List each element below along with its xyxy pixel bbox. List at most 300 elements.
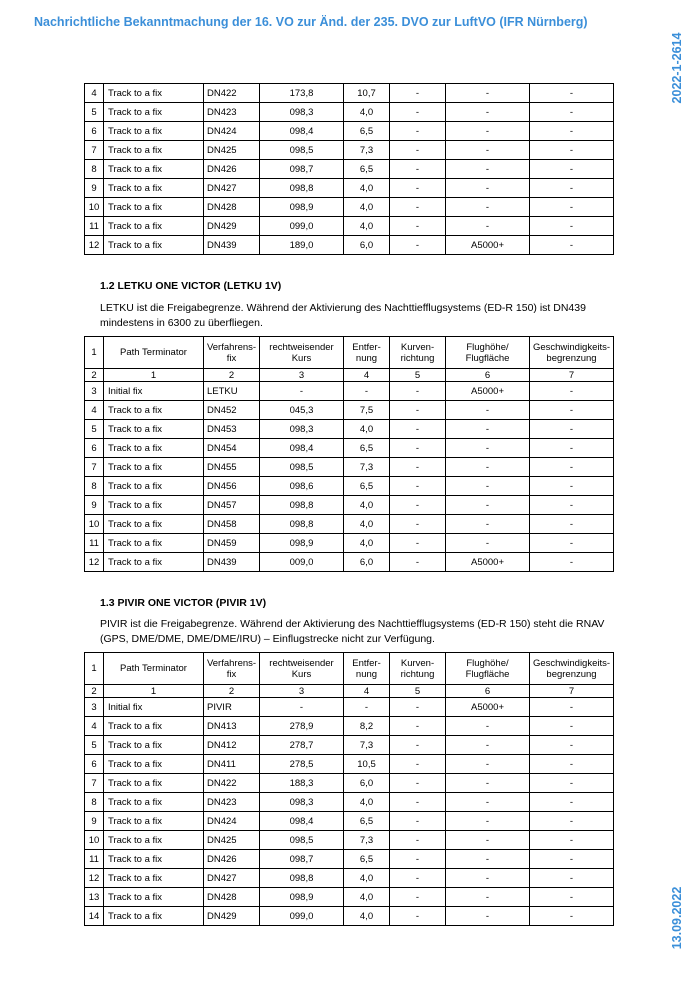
table-row xyxy=(85,907,614,926)
table-cell: - xyxy=(530,477,614,496)
table-cell: 098,8 xyxy=(260,869,344,888)
table-cell: DN428 xyxy=(204,888,260,907)
table-row xyxy=(85,458,614,477)
table-cell: 098,8 xyxy=(260,515,344,534)
col-header-turn: Kurven- richtung xyxy=(390,653,446,685)
table-cell: Track to a fix xyxy=(104,103,204,122)
table-cell: 098,7 xyxy=(260,850,344,869)
table-cell: - xyxy=(530,553,614,572)
table-cell: - xyxy=(530,179,614,198)
table-cell: 7 xyxy=(85,141,104,160)
col-header-speed: Geschwindigkeits- begrenzung xyxy=(530,337,614,369)
table-cell: 7,3 xyxy=(344,831,390,850)
table-cell: Track to a fix xyxy=(104,869,204,888)
table-cell: Track to a fix xyxy=(104,160,204,179)
table-row xyxy=(85,179,614,198)
table-row xyxy=(85,122,614,141)
table-row xyxy=(85,850,614,869)
document-header: Nachrichtliche Bekanntmachung der 16. VO zur Änd. der 235. DVO zur LuftVO (IFR Nürnberg) xyxy=(34,15,588,29)
table-cell: 098,3 xyxy=(260,420,344,439)
table-cell: 11 xyxy=(85,850,104,869)
table-cell: - xyxy=(446,496,530,515)
table-cell: 7,3 xyxy=(344,736,390,755)
table-row xyxy=(85,160,614,179)
table-cell: - xyxy=(530,496,614,515)
table-cell: DN424 xyxy=(204,122,260,141)
table-cell: DN458 xyxy=(204,515,260,534)
table-cell: 12 xyxy=(85,869,104,888)
table-cell: 098,4 xyxy=(260,439,344,458)
table-row xyxy=(85,698,614,717)
table-cell: - xyxy=(446,179,530,198)
table-cell: DN412 xyxy=(204,736,260,755)
table-cell: DN422 xyxy=(204,774,260,793)
table-cell: 13 xyxy=(85,888,104,907)
table-cell: Track to a fix xyxy=(104,736,204,755)
col-header-turn: Kurven- richtung xyxy=(390,337,446,369)
col-header-distance: Entfer- nung xyxy=(344,653,390,685)
table-cell: Track to a fix xyxy=(104,401,204,420)
table-cell: - xyxy=(390,141,446,160)
table-cell: Track to a fix xyxy=(104,888,204,907)
col-header-altitude: Flughöhe/ Flugfläche xyxy=(446,337,530,369)
table-cell: Track to a fix xyxy=(104,774,204,793)
table-cell: 4,0 xyxy=(344,198,390,217)
col-number: 3 xyxy=(260,369,344,382)
table-cell: 098,8 xyxy=(260,496,344,515)
procedure-table-letku xyxy=(84,336,614,572)
table-cell: 7,3 xyxy=(344,458,390,477)
table-cell: - xyxy=(390,420,446,439)
table-cell: - xyxy=(446,401,530,420)
table-cell: - xyxy=(260,382,344,401)
table-cell: 6,0 xyxy=(344,774,390,793)
table-cell: - xyxy=(446,458,530,477)
table-cell: 10 xyxy=(85,831,104,850)
table-cell: 009,0 xyxy=(260,553,344,572)
table-cell: DN425 xyxy=(204,141,260,160)
table-row xyxy=(85,401,614,420)
table-cell: 10 xyxy=(85,515,104,534)
table-cell: 4,0 xyxy=(344,793,390,812)
table-cell: 7,5 xyxy=(344,401,390,420)
table-cell: - xyxy=(530,160,614,179)
table-cell: 098,3 xyxy=(260,793,344,812)
table-cell: - xyxy=(530,439,614,458)
table-cell: DN457 xyxy=(204,496,260,515)
table-cell: 4 xyxy=(85,401,104,420)
table-cell: Track to a fix xyxy=(104,534,204,553)
table-cell: - xyxy=(530,888,614,907)
table-cell: LETKU xyxy=(204,382,260,401)
table-cell: A5000+ xyxy=(446,236,530,255)
table-cell: Track to a fix xyxy=(104,420,204,439)
col-header-path-terminator: Path Terminator xyxy=(104,653,204,685)
table-cell: - xyxy=(390,382,446,401)
table-cell: - xyxy=(446,774,530,793)
table-cell: - xyxy=(344,698,390,717)
table-cell: 4,0 xyxy=(344,179,390,198)
table-cell: DN423 xyxy=(204,103,260,122)
table-cell: Initial fix xyxy=(104,698,204,717)
table-cell: - xyxy=(530,236,614,255)
table-row xyxy=(85,736,614,755)
table-cell: 099,0 xyxy=(260,217,344,236)
table-cell: 3 xyxy=(85,698,104,717)
table-cell: 4,0 xyxy=(344,534,390,553)
table-cell: 6,5 xyxy=(344,477,390,496)
col-header-fix: Verfahrens- fix xyxy=(204,337,260,369)
table-cell: - xyxy=(390,179,446,198)
doc-id: 2022-1-2614 xyxy=(670,32,684,103)
table-cell: 098,6 xyxy=(260,477,344,496)
table-cell: Track to a fix xyxy=(104,458,204,477)
table-cell: - xyxy=(446,736,530,755)
table-cell: - xyxy=(446,831,530,850)
table-cell: - xyxy=(530,831,614,850)
table-row xyxy=(85,553,614,572)
table-cell: 278,9 xyxy=(260,717,344,736)
table-cell: DN459 xyxy=(204,534,260,553)
table-row xyxy=(85,198,614,217)
col-number: 4 xyxy=(344,685,390,698)
table-cell: 11 xyxy=(85,534,104,553)
table-cell: - xyxy=(446,477,530,496)
table-cell: - xyxy=(390,736,446,755)
table-cell: - xyxy=(446,755,530,774)
table-cell: 8 xyxy=(85,160,104,179)
table-cell: 098,3 xyxy=(260,103,344,122)
table-cell: DN455 xyxy=(204,458,260,477)
table-cell: - xyxy=(530,122,614,141)
col-number: 1 xyxy=(104,369,204,382)
table-cell: 6,5 xyxy=(344,160,390,179)
table-cell: 5 xyxy=(85,103,104,122)
column-number-row xyxy=(85,685,614,698)
table-row xyxy=(85,141,614,160)
table-cell: DN422 xyxy=(204,84,260,103)
table-cell: DN427 xyxy=(204,869,260,888)
table-cell: - xyxy=(530,793,614,812)
table-cell: - xyxy=(446,198,530,217)
table-row xyxy=(85,515,614,534)
table-cell: - xyxy=(530,717,614,736)
table-cell: - xyxy=(446,420,530,439)
table-cell: - xyxy=(530,217,614,236)
col-header-path-terminator: Path Terminator xyxy=(104,337,204,369)
table-cell: 098,5 xyxy=(260,458,344,477)
table-cell: 10 xyxy=(85,198,104,217)
table-cell: - xyxy=(390,553,446,572)
table-cell: 188,3 xyxy=(260,774,344,793)
table-cell: - xyxy=(390,515,446,534)
table-row xyxy=(85,84,614,103)
table-cell: - xyxy=(446,907,530,926)
table-cell: - xyxy=(446,850,530,869)
column-number-row xyxy=(85,369,614,382)
table-cell: 7 xyxy=(85,458,104,477)
table-row xyxy=(85,496,614,515)
column-header-row xyxy=(85,337,614,369)
table-cell: 11 xyxy=(85,217,104,236)
table-cell: - xyxy=(390,774,446,793)
table-cell: Track to a fix xyxy=(104,477,204,496)
table-cell: DN427 xyxy=(204,179,260,198)
table-cell: - xyxy=(390,869,446,888)
table-cell: A5000+ xyxy=(446,553,530,572)
col-number: 7 xyxy=(530,685,614,698)
col-header-course: rechtweisender Kurs xyxy=(260,653,344,685)
table-cell: DN456 xyxy=(204,477,260,496)
table-row xyxy=(85,534,614,553)
table-cell: 4,0 xyxy=(344,496,390,515)
table-cell: 8,2 xyxy=(344,717,390,736)
table-cell: 098,7 xyxy=(260,160,344,179)
table-cell: 9 xyxy=(85,496,104,515)
table-cell: DN424 xyxy=(204,812,260,831)
table-cell: 7 xyxy=(85,774,104,793)
col-number: 3 xyxy=(260,685,344,698)
table-cell: Track to a fix xyxy=(104,812,204,831)
col-number: 7 xyxy=(530,369,614,382)
table-cell: 4,0 xyxy=(344,420,390,439)
table-cell: 098,9 xyxy=(260,198,344,217)
table-cell: DN439 xyxy=(204,553,260,572)
table-cell: - xyxy=(390,907,446,926)
table-cell: 7,3 xyxy=(344,141,390,160)
table-cell: DN426 xyxy=(204,850,260,869)
table-cell: - xyxy=(530,103,614,122)
table-cell: Track to a fix xyxy=(104,907,204,926)
table-cell: 278,7 xyxy=(260,736,344,755)
table-cell: 098,9 xyxy=(260,534,344,553)
col-header-speed: Geschwindigkeits- begrenzung xyxy=(530,653,614,685)
table-cell: Track to a fix xyxy=(104,122,204,141)
table-cell: - xyxy=(390,84,446,103)
table-cell: - xyxy=(390,122,446,141)
table-row xyxy=(85,420,614,439)
table-cell: - xyxy=(390,717,446,736)
table-cell: - xyxy=(390,160,446,179)
table-cell: - xyxy=(530,382,614,401)
table-cell: 10,7 xyxy=(344,84,390,103)
table-cell: - xyxy=(390,698,446,717)
table-row xyxy=(85,831,614,850)
table-cell: 8 xyxy=(85,477,104,496)
table-cell: - xyxy=(446,534,530,553)
table-cell: 10,5 xyxy=(344,755,390,774)
table-cell: - xyxy=(530,755,614,774)
col-header-1: 1 xyxy=(85,337,104,369)
table-cell: - xyxy=(530,420,614,439)
table-cell: - xyxy=(390,217,446,236)
table-cell: 098,5 xyxy=(260,141,344,160)
table-cell: DN454 xyxy=(204,439,260,458)
table-cell: - xyxy=(390,236,446,255)
table-row xyxy=(85,717,614,736)
col-number: 2 xyxy=(204,369,260,382)
table-cell: 6,0 xyxy=(344,553,390,572)
table-cell: - xyxy=(530,812,614,831)
procedure-table-continued xyxy=(84,83,614,255)
table-cell: - xyxy=(390,534,446,553)
table-cell: - xyxy=(390,198,446,217)
table-cell: - xyxy=(446,141,530,160)
col-number: 2 xyxy=(204,685,260,698)
table-cell: Track to a fix xyxy=(104,217,204,236)
table-cell: - xyxy=(446,717,530,736)
table-cell: 6,5 xyxy=(344,439,390,458)
table-cell: - xyxy=(446,103,530,122)
table-cell: 8 xyxy=(85,793,104,812)
table-cell: Track to a fix xyxy=(104,496,204,515)
table-row xyxy=(85,382,614,401)
table-cell: Track to a fix xyxy=(104,717,204,736)
table-cell: 098,4 xyxy=(260,812,344,831)
table-cell: - xyxy=(390,458,446,477)
table-cell: - xyxy=(530,458,614,477)
table-cell: - xyxy=(344,382,390,401)
table-cell: DN452 xyxy=(204,401,260,420)
table-cell: - xyxy=(530,401,614,420)
table-cell: DN429 xyxy=(204,217,260,236)
table-cell: DN439 xyxy=(204,236,260,255)
table-cell: DN453 xyxy=(204,420,260,439)
table-cell: - xyxy=(390,103,446,122)
table-cell: Track to a fix xyxy=(104,515,204,534)
table-cell: - xyxy=(390,755,446,774)
doc-id-margin xyxy=(663,30,691,105)
table-cell: - xyxy=(446,439,530,458)
date-margin xyxy=(663,880,691,955)
table-cell: - xyxy=(446,84,530,103)
table-cell: - xyxy=(390,477,446,496)
table-row xyxy=(85,103,614,122)
table-row xyxy=(85,439,614,458)
table-cell: 5 xyxy=(85,736,104,755)
table-cell: - xyxy=(530,736,614,755)
table-cell: 12 xyxy=(85,236,104,255)
table-cell: 9 xyxy=(85,179,104,198)
table-cell: 6 xyxy=(85,122,104,141)
table-cell: - xyxy=(390,850,446,869)
table-cell: - xyxy=(530,515,614,534)
table-cell: 4,0 xyxy=(344,103,390,122)
table-cell: 6 xyxy=(85,439,104,458)
table-cell: - xyxy=(446,869,530,888)
table-cell: Track to a fix xyxy=(104,755,204,774)
column-header-row xyxy=(85,653,614,685)
table-cell: - xyxy=(390,888,446,907)
col-number: 6 xyxy=(446,369,530,382)
table-cell: - xyxy=(530,907,614,926)
table-cell: 4 xyxy=(85,84,104,103)
table-cell: 4,0 xyxy=(344,888,390,907)
table-cell: Track to a fix xyxy=(104,179,204,198)
table-cell: DN425 xyxy=(204,831,260,850)
table-cell: 6,5 xyxy=(344,812,390,831)
table-cell: - xyxy=(530,198,614,217)
table-cell: - xyxy=(530,698,614,717)
col-header-fix: Verfahrens- fix xyxy=(204,653,260,685)
col-number: 4 xyxy=(344,369,390,382)
col-number: 6 xyxy=(446,685,530,698)
table-cell: - xyxy=(390,793,446,812)
table-row xyxy=(85,812,614,831)
col-header-altitude: Flughöhe/ Flugfläche xyxy=(446,653,530,685)
table-cell: 6,5 xyxy=(344,122,390,141)
col-number: 2 xyxy=(85,369,104,382)
col-number: 5 xyxy=(390,369,446,382)
table-cell: - xyxy=(446,217,530,236)
col-header-course: rechtweisender Kurs xyxy=(260,337,344,369)
table-cell: 6,0 xyxy=(344,236,390,255)
section-text-letku: LETKU ist die Freigabegrenze. Während der Aktivierung des Nachttiefflugsystems (ED-R 150) ist DN439 mindestens in 6300 zu überfliegen. xyxy=(100,302,586,329)
table-cell: - xyxy=(530,774,614,793)
table-cell: DN411 xyxy=(204,755,260,774)
table-cell: Initial fix xyxy=(104,382,204,401)
col-number: 1 xyxy=(104,685,204,698)
table-cell: 9 xyxy=(85,812,104,831)
table-cell: Track to a fix xyxy=(104,236,204,255)
table-cell: - xyxy=(446,888,530,907)
table-cell: DN428 xyxy=(204,198,260,217)
table-cell: 4,0 xyxy=(344,869,390,888)
table-cell: - xyxy=(390,401,446,420)
table-cell: DN423 xyxy=(204,793,260,812)
table-cell: A5000+ xyxy=(446,698,530,717)
col-number: 2 xyxy=(85,685,104,698)
table-cell: - xyxy=(530,84,614,103)
table-row xyxy=(85,755,614,774)
table-row xyxy=(85,793,614,812)
table-cell: 3 xyxy=(85,382,104,401)
table-cell: 14 xyxy=(85,907,104,926)
table-cell: 6 xyxy=(85,755,104,774)
table-cell: 4,0 xyxy=(344,515,390,534)
table-cell: - xyxy=(446,122,530,141)
table-cell: DN426 xyxy=(204,160,260,179)
section-title-pivir: 1.3 PIVIR ONE VICTOR (PIVIR 1V) xyxy=(100,597,267,609)
table-cell: 6,5 xyxy=(344,850,390,869)
table-cell: - xyxy=(390,439,446,458)
table-row xyxy=(85,217,614,236)
table-cell: DN429 xyxy=(204,907,260,926)
table-cell: 099,0 xyxy=(260,907,344,926)
table-cell: - xyxy=(390,812,446,831)
table-cell: 098,8 xyxy=(260,179,344,198)
table-cell: Track to a fix xyxy=(104,553,204,572)
table-cell: 5 xyxy=(85,420,104,439)
section-title-letku: 1.2 LETKU ONE VICTOR (LETKU 1V) xyxy=(100,280,282,292)
table-cell: Track to a fix xyxy=(104,84,204,103)
table-cell: A5000+ xyxy=(446,382,530,401)
table-cell: Track to a fix xyxy=(104,439,204,458)
table-cell: DN413 xyxy=(204,717,260,736)
table-row xyxy=(85,888,614,907)
table-cell: - xyxy=(446,160,530,179)
table-row xyxy=(85,236,614,255)
table-cell: - xyxy=(446,793,530,812)
table-cell: - xyxy=(530,534,614,553)
table-cell: 098,4 xyxy=(260,122,344,141)
table-cell: PIVIR xyxy=(204,698,260,717)
section-text-pivir: PIVIR ist die Freigabegrenze. Während der Aktivierung des Nachttiefflugsystems (ED-R 150) steht die RNAV (GPS, DME/DME, DME/DME/IRU) – Einflugstrecke nicht zur Verfügung. xyxy=(100,618,605,645)
table-cell: - xyxy=(530,869,614,888)
table-cell: - xyxy=(530,141,614,160)
table-cell: - xyxy=(446,515,530,534)
col-number: 5 xyxy=(390,685,446,698)
